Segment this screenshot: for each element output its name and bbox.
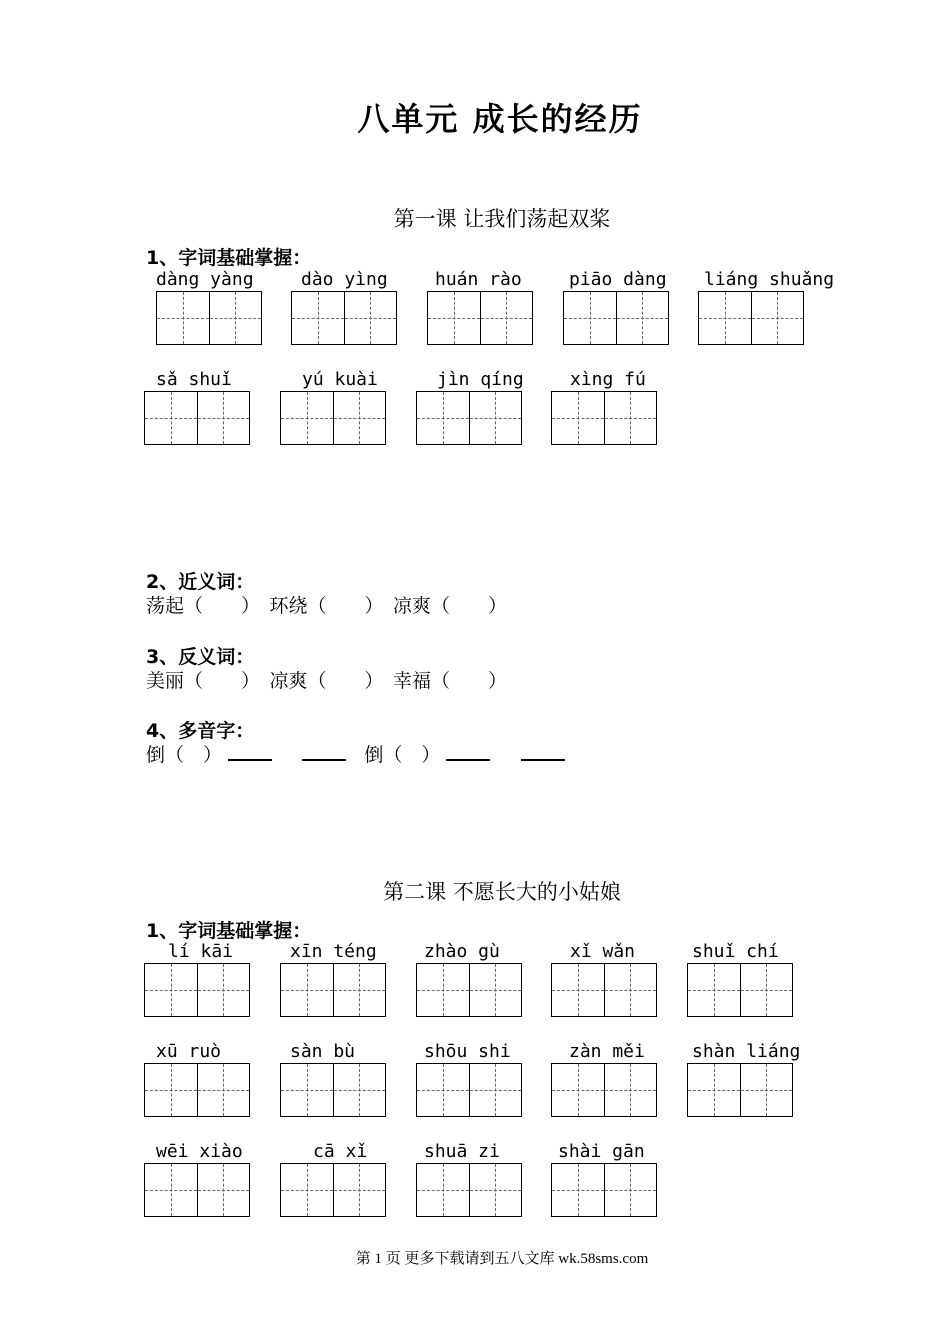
answer-blank[interactable] [228,741,272,761]
writing-box[interactable] [280,1063,386,1117]
pinyin-label: dào yìng [301,269,388,290]
writing-box[interactable] [427,291,533,345]
writing-box[interactable] [563,291,669,345]
lesson-1-section-2-heading: 2、近义词： [146,571,255,593]
lesson-1-section-1-heading: 1、字词基础掌握： [146,247,312,269]
lesson-2-section-1-heading: 1、字词基础掌握： [146,920,312,942]
pinyin-label: shuǐ chí [692,941,779,962]
pinyin-label: wēi xiào [156,1141,243,1162]
writing-box[interactable] [551,391,657,445]
synonym-line: 荡起（ ） 环绕（ ） 凉爽（ ） [146,595,508,617]
writing-box[interactable] [551,1163,657,1217]
writing-box[interactable] [698,291,804,345]
pinyin-label: yú kuài [302,369,378,390]
pinyin-label: sǎ shuǐ [156,369,232,390]
writing-box[interactable] [416,391,522,445]
polyphone-char: 倒（ ） [146,744,223,766]
answer-blank[interactable] [521,741,565,761]
writing-box[interactable] [291,291,397,345]
pinyin-label: liáng shuǎng [704,269,835,290]
answer-blank[interactable] [302,741,346,761]
writing-box[interactable] [144,1063,250,1117]
writing-box[interactable] [144,963,250,1017]
writing-box[interactable] [280,391,386,445]
pinyin-label: cā xǐ [313,1141,368,1162]
pinyin-label: xǐ wǎn [570,941,636,962]
pinyin-label: shàn liáng [692,1041,801,1062]
writing-box[interactable] [687,1063,793,1117]
pinyin-label: xīn téng [290,941,377,962]
pinyin-label: sàn bù [290,1041,356,1062]
pinyin-label: piāo dàng [569,269,667,290]
antonym-line: 美丽（ ） 凉爽（ ） 幸福（ ） [146,670,508,692]
writing-box[interactable] [144,391,250,445]
polyphone-line [146,740,565,767]
writing-box[interactable] [144,1163,250,1217]
writing-box[interactable] [156,291,262,345]
writing-box[interactable] [416,963,522,1017]
pinyin-label: shōu shi [424,1041,511,1062]
writing-box[interactable] [687,963,793,1017]
pinyin-label: jìn qíng [437,369,524,390]
pinyin-label: huán rào [435,269,522,290]
lesson-2-title: 第二课 不愿长大的小姑娘 [383,880,621,904]
lesson-1-title: 第一课 让我们荡起双桨 [393,207,611,231]
pinyin-label: xū ruò [156,1041,222,1062]
writing-box[interactable] [280,963,386,1017]
pinyin-label: dàng yàng [156,269,254,290]
pinyin-label: zhào gù [424,941,500,962]
pinyin-label: xìng fú [570,369,646,390]
lesson-1-section-4-heading: 4、多音字： [146,720,255,742]
pinyin-label: zàn měi [569,1041,645,1062]
pinyin-label: lí kāi [168,941,234,962]
writing-box[interactable] [416,1063,522,1117]
writing-box[interactable] [416,1163,522,1217]
pinyin-label: shuā zi [424,1141,500,1162]
answer-blank[interactable] [446,741,490,761]
lesson-1-section-3-heading: 3、反义词： [146,646,255,668]
pinyin-label: shài gān [558,1141,645,1162]
writing-box[interactable] [551,1063,657,1117]
page-footer: 第 1 页 更多下载请到五八文库 wk.58sms.com [355,1251,649,1267]
writing-box[interactable] [280,1163,386,1217]
writing-box[interactable] [551,963,657,1017]
polyphone-char: 倒（ ） [364,744,441,766]
page-title: 八单元 成长的经历 [357,100,643,138]
